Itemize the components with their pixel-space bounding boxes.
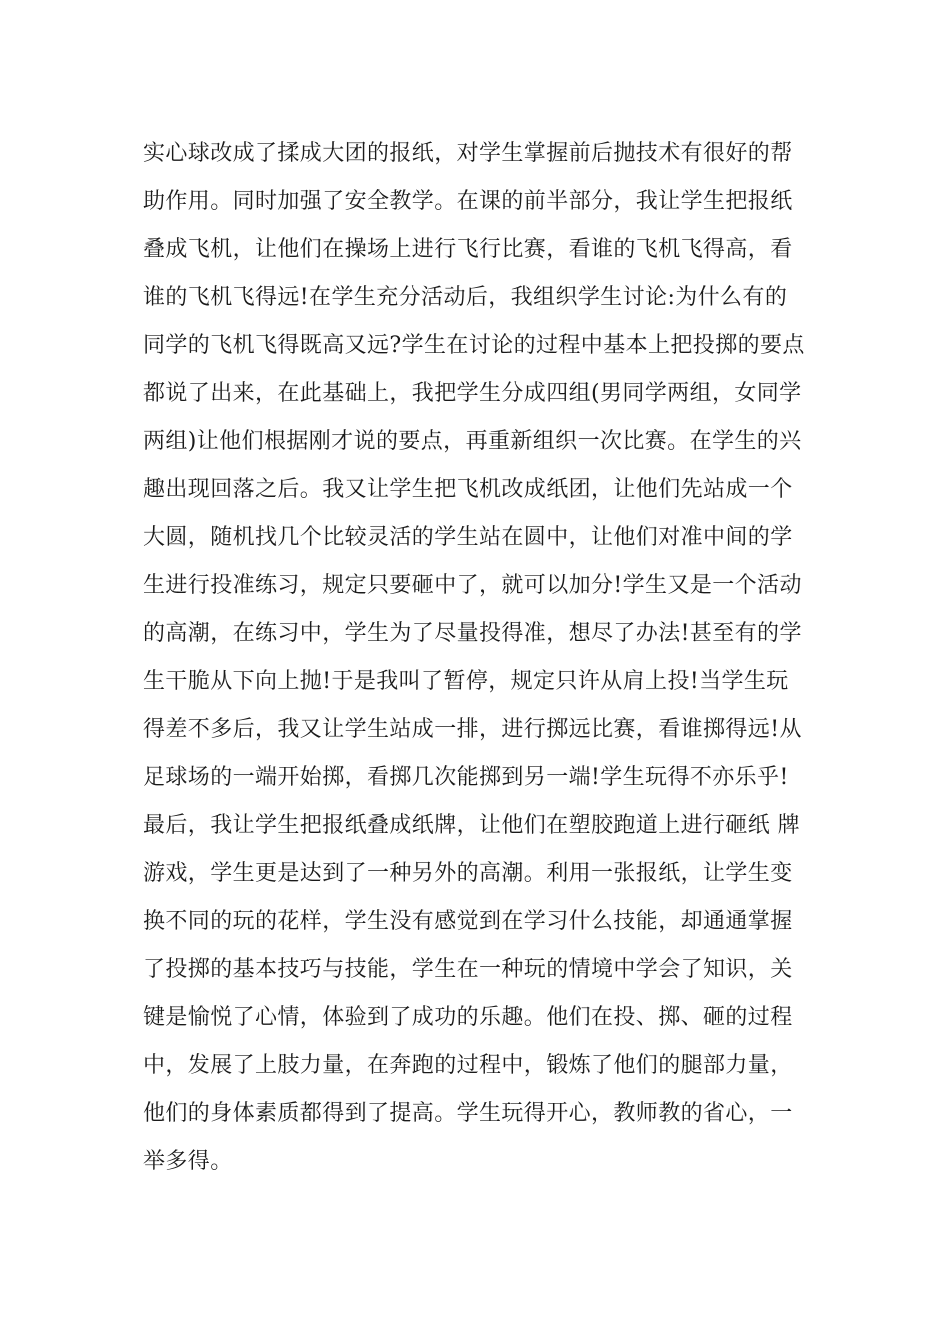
text-line: 都说了出来，在此基础上，我把学生分成四组(男同学两组，女同学 — [143, 381, 802, 406]
text-line: 叠成飞机，让他们在操场上进行飞行比赛，看谁的飞机飞得高，看 — [143, 237, 793, 262]
text-line: 的高潮，在练习中，学生为了尽量投得准，想尽了办法!甚至有的学 — [143, 621, 802, 646]
text-line: 趣出现回落之后。我又让学生把飞机改成纸团，让他们先站成一个 — [143, 477, 793, 502]
text-line: 同学的飞机飞得既高又远?学生在讨论的过程中基本上把投掷的要点 — [143, 333, 805, 358]
text-line: 足球场的一端开始掷，看掷几次能掷到另一端!学生玩得不亦乐乎! — [143, 765, 789, 790]
text-line: 换不同的玩的花样，学生没有感觉到在学习什么技能，却通通掌握 — [143, 909, 793, 934]
text-line: 了投掷的基本技巧与技能，学生在一种玩的情境中学会了知识，关 — [143, 957, 793, 982]
text-line: 谁的飞机飞得远!在学生充分活动后，我组织学生讨论:为什么有的 — [143, 285, 788, 310]
text-line: 助作用。同时加强了安全教学。在课的前半部分，我让学生把报纸 — [143, 189, 793, 214]
text-line: 大圆，随机找几个比较灵活的学生站在圆中，让他们对准中间的学 — [143, 525, 793, 550]
text-line: 最后，我让学生把报纸叠成纸牌，让他们在塑胶跑道上进行砸纸 牌 — [143, 813, 800, 838]
text-line: 键是愉悦了心情，体验到了成功的乐趣。他们在投、掷、砸的过程 — [143, 1005, 793, 1030]
text-line: 游戏，学生更是达到了一种另外的高潮。利用一张报纸，让学生变 — [143, 861, 793, 886]
text-line: 他们的身体素质都得到了提高。学生玩得开心，教师教的省心，一 — [143, 1101, 793, 1126]
text-line: 生进行投准练习，规定只要砸中了，就可以加分!学生又是一个活动 — [143, 573, 802, 598]
text-line: 两组)让他们根据刚才说的要点，再重新组织一次比赛。在学生的兴 — [143, 429, 802, 454]
text-line: 中，发展了上肢力量，在奔跑的过程中，锻炼了他们的腿部力量， — [143, 1053, 793, 1078]
body-paragraph — [143, 130, 813, 1186]
text-line: 举多得。 — [143, 1149, 233, 1174]
text-line: 生干脆从下向上抛!于是我叫了暂停，规定只许从肩上投!当学生玩 — [143, 669, 789, 694]
text-line: 实心球改成了揉成大团的报纸，对学生掌握前后抛技术有很好的帮 — [143, 141, 793, 166]
text-line: 得差不多后，我又让学生站成一排，进行掷远比赛，看谁掷得远!从 — [143, 717, 802, 742]
